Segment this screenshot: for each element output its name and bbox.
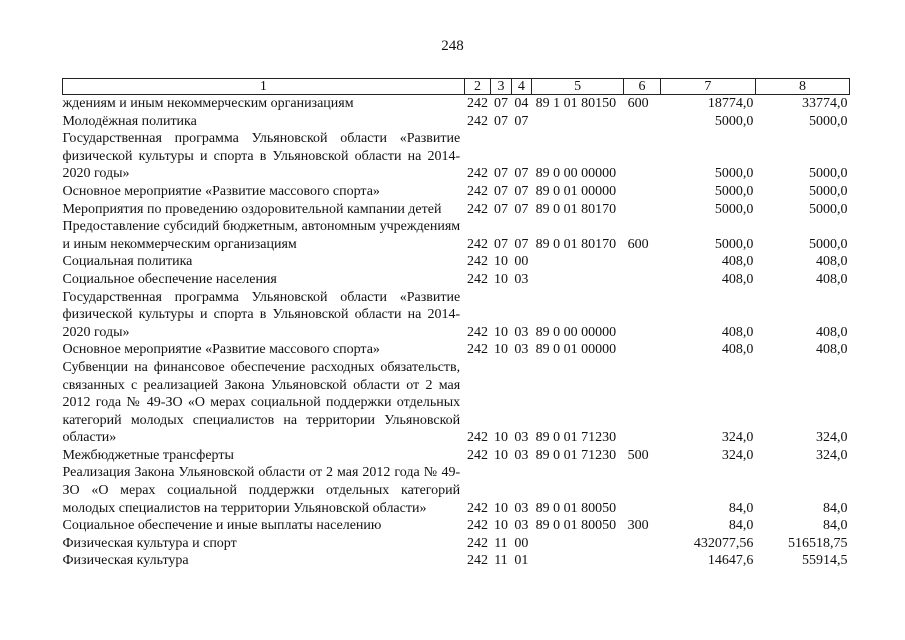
row-vr: 600 [627, 236, 649, 252]
row-pr: 07 [514, 201, 529, 217]
row-amount-7: 84,0 [728, 518, 754, 534]
row-name: Физическая культура и спорт [62, 535, 237, 551]
row-name: Мероприятия по проведению оздоровительной кампании детей [62, 201, 442, 217]
row-amount-7: 5000,0 [714, 183, 754, 199]
table-row [63, 517, 850, 535]
row-csr [532, 552, 624, 570]
row-vr [624, 359, 661, 447]
row-name: Субвенции на финансовое обеспечение расходных обязательств, связанных с реализацией Закона Ульяновской области от 2 мая 2012 года № 49-ЗО «О мерах социальной поддержки отдельных категорий молодых специалистов на территории Ульяновской области» [62, 359, 461, 446]
row-name: ждениям и иным некоммерческим организациям [62, 96, 354, 111]
row-amount-7: 5000,0 [714, 201, 754, 217]
row-rz: 07 [493, 201, 508, 217]
row-rz: 11 [494, 553, 508, 569]
row-amount-7: 5000,0 [714, 166, 754, 182]
table-row [63, 130, 850, 183]
budget-table [62, 78, 850, 570]
row-pr: 07 [514, 236, 529, 252]
row-amount-7: 5000,0 [714, 113, 754, 129]
row-amount-7: 408,0 [721, 342, 754, 358]
table-row [63, 447, 850, 465]
header-row [63, 79, 850, 95]
row-csr: 89 0 00 00000 [535, 324, 617, 340]
header-cell: 7 [660, 79, 755, 95]
row-pr: 07 [514, 183, 529, 199]
table-row [63, 183, 850, 201]
row-csr: 89 0 01 71230 [535, 430, 617, 446]
row-gr: 242 [466, 342, 488, 358]
row-pr: 00 [514, 254, 529, 270]
row-rz: 10 [493, 324, 508, 340]
row-gr: 242 [466, 254, 488, 270]
row-amount-8: 408,0 [816, 342, 848, 358]
row-amount-8: 84,0 [823, 500, 848, 516]
table-row [63, 289, 850, 342]
table-row [63, 535, 850, 553]
row-csr: 89 0 01 00000 [535, 342, 617, 358]
row-amount-7: 408,0 [721, 271, 754, 287]
row-gr: 242 [466, 271, 488, 287]
row-rz: 10 [493, 271, 508, 287]
row-vr: 600 [627, 96, 649, 111]
header-cell: 2 [464, 79, 491, 95]
row-vr [624, 341, 661, 359]
row-gr: 242 [466, 183, 488, 199]
row-pr: 03 [514, 447, 529, 463]
row-csr: 89 0 00 00000 [535, 166, 617, 182]
row-vr [624, 201, 661, 219]
row-gr: 242 [466, 500, 488, 516]
row-name: Социальная политика [62, 254, 193, 270]
row-rz: 10 [493, 500, 508, 516]
row-rz: 10 [493, 447, 508, 463]
row-csr: 89 1 01 80150 [535, 96, 617, 111]
row-amount-7: 18774,0 [707, 96, 754, 111]
row-gr: 242 [466, 236, 488, 252]
table-row [63, 95, 850, 113]
header-cell: 4 [511, 79, 531, 95]
row-vr [624, 271, 661, 289]
row-amount-7: 14647,6 [707, 553, 754, 569]
table-row [63, 218, 850, 253]
row-amount-8: 5000,0 [809, 236, 848, 252]
row-pr: 01 [514, 553, 529, 569]
row-amount-8: 408,0 [816, 271, 848, 287]
row-csr: 89 0 01 71230 [535, 447, 617, 463]
row-name: Социальное обеспечение населения [62, 271, 277, 287]
row-pr: 07 [514, 166, 529, 182]
row-amount-8: 408,0 [816, 324, 848, 340]
row-rz: 10 [493, 342, 508, 358]
row-vr [624, 464, 661, 517]
row-amount-7: 324,0 [721, 430, 754, 446]
row-amount-8: 33774,0 [802, 96, 848, 111]
row-rz: 07 [493, 113, 508, 129]
row-csr: 89 0 01 00000 [535, 183, 617, 199]
table-row [63, 359, 850, 447]
row-name: Молодёжная политика [62, 113, 197, 129]
row-vr [624, 552, 661, 570]
table-row [63, 341, 850, 359]
row-pr: 03 [514, 500, 529, 516]
row-amount-8: 55914,5 [802, 553, 848, 569]
row-pr: 04 [514, 96, 529, 111]
row-amount-7: 5000,0 [714, 236, 754, 252]
row-pr: 03 [514, 518, 529, 534]
row-pr: 03 [514, 430, 529, 446]
row-pr: 00 [514, 535, 529, 551]
row-amount-8: 5000,0 [809, 183, 848, 199]
row-pr: 07 [514, 113, 529, 129]
page-number: 248 [441, 38, 464, 54]
row-pr: 03 [514, 342, 529, 358]
row-vr [624, 253, 661, 271]
row-rz: 07 [493, 183, 508, 199]
row-amount-8: 5000,0 [809, 113, 848, 129]
row-vr [624, 130, 661, 183]
table-row [63, 113, 850, 131]
row-vr: 500 [627, 447, 649, 463]
row-name: Реализация Закона Ульяновской области от 2 мая 2012 года № 49-ЗО «О мерах социальной поддержки отдельных категорий молодых специалистов на территории Ульяновской области» [62, 465, 461, 516]
row-name: Социальное обеспечение и иные выплаты населению [62, 518, 382, 534]
row-csr: 89 0 01 80050 [535, 518, 617, 534]
row-pr: 03 [514, 271, 529, 287]
row-amount-7: 408,0 [721, 324, 754, 340]
row-gr: 242 [466, 518, 488, 534]
row-gr: 242 [466, 96, 488, 111]
row-gr: 242 [466, 324, 488, 340]
row-name: Физическая культура [62, 553, 189, 569]
row-amount-8: 516518,75 [788, 535, 848, 551]
row-vr [624, 535, 661, 553]
row-amount-8: 5000,0 [809, 166, 848, 182]
row-rz: 10 [493, 254, 508, 270]
row-rz: 07 [493, 166, 508, 182]
row-gr: 242 [466, 447, 488, 463]
row-vr [624, 183, 661, 201]
row-rz: 10 [493, 430, 508, 446]
row-pr: 03 [514, 324, 529, 340]
row-csr [532, 253, 624, 271]
table-row [63, 253, 850, 271]
table-row [63, 271, 850, 289]
row-amount-7: 84,0 [728, 500, 754, 516]
row-name: Государственная программа Ульяновской области «Развитие физической культуры и спорта в Ульяновской области на 2014-2020 годы» [62, 289, 461, 340]
row-csr: 89 0 01 80170 [535, 201, 617, 217]
row-gr: 242 [466, 113, 488, 129]
header-cell: 3 [491, 79, 511, 95]
row-amount-7: 408,0 [721, 254, 754, 270]
row-vr: 300 [627, 518, 649, 534]
row-amount-7: 432077,56 [693, 535, 754, 551]
row-csr: 89 0 01 80170 [535, 236, 617, 252]
row-name: Государственная программа Ульяновской области «Развитие физической культуры и спорта в Ульяновской области на 2014-2020 годы» [62, 131, 461, 182]
row-name: Основное мероприятие «Развитие массового спорта» [62, 183, 380, 199]
row-rz: 11 [494, 535, 508, 551]
row-name: Основное мероприятие «Развитие массового спорта» [62, 342, 380, 358]
header-cell: 5 [532, 79, 624, 95]
table-row [63, 201, 850, 219]
row-vr [624, 289, 661, 342]
row-gr: 242 [466, 535, 488, 551]
row-csr: 89 0 01 80050 [535, 500, 617, 516]
row-csr [532, 113, 624, 131]
row-amount-7: 324,0 [721, 447, 754, 463]
row-amount-8: 324,0 [816, 447, 848, 463]
row-rz: 07 [493, 236, 508, 252]
row-amount-8: 324,0 [816, 430, 848, 446]
row-name: Предоставление субсидий бюджетным, автономным учреждениям и иным некоммерческим организациям [62, 219, 461, 252]
header-cell: 1 [63, 79, 465, 95]
row-csr [532, 535, 624, 553]
row-gr: 242 [466, 166, 488, 182]
header-cell: 6 [624, 79, 661, 95]
row-gr: 242 [466, 201, 488, 217]
row-name: Межбюджетные трансферты [62, 447, 234, 463]
row-gr: 242 [466, 553, 488, 569]
table-row [63, 464, 850, 517]
table-row [63, 552, 850, 570]
row-amount-8: 5000,0 [809, 201, 848, 217]
row-gr: 242 [466, 430, 488, 446]
row-vr [624, 113, 661, 131]
row-amount-8: 408,0 [816, 254, 848, 270]
header-cell: 8 [755, 79, 849, 95]
row-csr [532, 271, 624, 289]
row-amount-8: 84,0 [823, 518, 848, 534]
row-rz: 10 [493, 518, 508, 534]
table-body [63, 79, 850, 571]
row-rz: 07 [493, 96, 508, 111]
